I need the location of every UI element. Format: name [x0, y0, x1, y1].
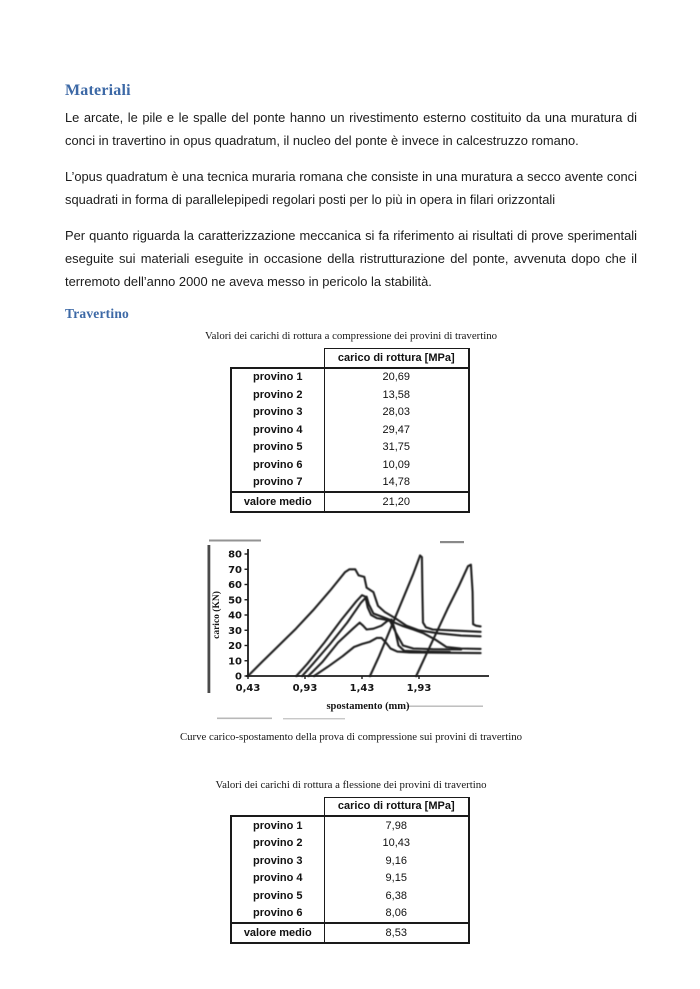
specimen-label-cell: provino 5 [231, 439, 324, 457]
table-row [231, 887, 469, 905]
curve-1 [248, 569, 481, 676]
mean-label-cell: valore medio [231, 492, 324, 512]
load-value-cell: 28,03 [324, 404, 469, 422]
table-corner-cell [231, 349, 324, 368]
table-row [231, 852, 469, 870]
table2-caption: Valori dei carichi di rottura a flessione dei provini di travertino [215, 778, 487, 791]
table-header-row [231, 797, 469, 816]
table-row [231, 421, 469, 439]
load-value-cell: 7,98 [324, 816, 469, 835]
table-row [231, 835, 469, 853]
specimen-label-cell: provino 6 [231, 905, 324, 924]
load-value-cell: 8,06 [324, 905, 469, 924]
load-value-cell: 9,15 [324, 870, 469, 888]
table-row [231, 474, 469, 493]
x-tick-label: 1,43 [349, 682, 375, 694]
chart-curves [248, 555, 481, 676]
paragraph-caratterizzazione: Per quanto riguarda la caratterizzazione meccanica si fa riferimento ai risultati di prove sperimentali eseguite sui materiali eseguite in occasione della ristrutturazione del ponte, avvenuta dopo che il terremoto dell’anno 2000 ne aveva messo in pericolo la stabilità. [65, 228, 637, 289]
specimen-label-cell: provino 5 [231, 887, 324, 905]
load-displacement-chart [205, 539, 493, 721]
table-row [231, 368, 469, 387]
table-row [231, 870, 469, 888]
y-tick-label: 50 [228, 594, 242, 606]
specimen-label-cell: provino 3 [231, 404, 324, 422]
heading-materiali: Materiali [65, 82, 131, 99]
flexure-results-table [230, 797, 470, 944]
load-displacement-figure [205, 539, 493, 721]
compression-results-table [230, 348, 470, 513]
y-tick-label: 10 [228, 655, 242, 667]
table-header-cell: carico di rottura [MPa] [324, 349, 469, 368]
load-value-cell: 6,38 [324, 887, 469, 905]
table-row [231, 439, 469, 457]
y-tick-label: 80 [228, 549, 242, 560]
mean-value-cell: 21,20 [324, 492, 469, 512]
table-row [231, 456, 469, 474]
table-header-row [231, 349, 469, 368]
y-tick-label: 60 [228, 579, 242, 591]
table-row [231, 404, 469, 422]
y-tick-label: 20 [228, 640, 242, 652]
specimen-label-cell: provino 4 [231, 870, 324, 888]
table-row [231, 816, 469, 835]
table-mean-row [231, 492, 469, 512]
y-tick-label: 0 [235, 671, 242, 682]
load-value-cell: 14,78 [324, 474, 469, 493]
paragraph-rivestimento: Le arcate, le pile e le spalle del ponte hanno un rivestimento esterno costituito da una muratura di conci in travertino in opus quadratum, il nucleo del ponte è invece in calcestruzzo romano. [65, 110, 637, 148]
load-value-cell: 31,75 [324, 439, 469, 457]
y-tick-label: 40 [228, 610, 242, 621]
load-value-cell: 29,47 [324, 421, 469, 439]
chart-text [211, 549, 431, 712]
y-tick-label: 70 [228, 564, 242, 576]
x-axis-title: spostamento (mm) [326, 700, 410, 712]
x-tick-label: 0,43 [235, 682, 261, 694]
mean-label-cell: valore medio [231, 923, 324, 943]
paragraph-opus-quadratum: L’opus quadratum è una tecnica muraria romana che consiste in una muratura a secco avente conci squadrati in forma di parallelepipedi regolari posti per lo più in opera in filari orizzontali [65, 169, 637, 207]
specimen-label-cell: provino 3 [231, 852, 324, 870]
specimen-label-cell: provino 2 [231, 835, 324, 853]
mean-value-cell: 8,53 [324, 923, 469, 943]
load-value-cell: 20,69 [324, 368, 469, 387]
x-tick-label: 0,93 [292, 682, 318, 694]
specimen-label-cell: provino 7 [231, 474, 324, 493]
heading-travertino: Travertino [65, 306, 129, 321]
specimen-label-cell: provino 1 [231, 816, 324, 835]
load-value-cell: 9,16 [324, 852, 469, 870]
load-value-cell: 10,43 [324, 835, 469, 853]
table-header-cell: carico di rottura [MPa] [324, 797, 469, 816]
table-row [231, 386, 469, 404]
chart-axes [245, 549, 490, 679]
y-axis-title: carico (KN) [212, 590, 222, 639]
load-value-cell: 13,58 [324, 386, 469, 404]
curve-7 [416, 564, 480, 675]
x-tick-label: 1,93 [406, 682, 432, 694]
specimen-label-cell: provino 2 [231, 386, 324, 404]
table-mean-row [231, 923, 469, 943]
specimen-label-cell: provino 4 [231, 421, 324, 439]
table-corner-cell [231, 797, 324, 816]
table-row [231, 905, 469, 924]
table1-caption: Valori dei carichi di rottura a compressione dei provini di travertino [204, 330, 498, 342]
specimen-label-cell: provino 1 [231, 368, 324, 387]
figure-caption: Curve carico-spostamento della prova di compressione sui provini di travertino [179, 730, 523, 743]
load-value-cell: 10,09 [324, 456, 469, 474]
specimen-label-cell: provino 6 [231, 456, 324, 474]
y-tick-label: 30 [228, 625, 242, 637]
